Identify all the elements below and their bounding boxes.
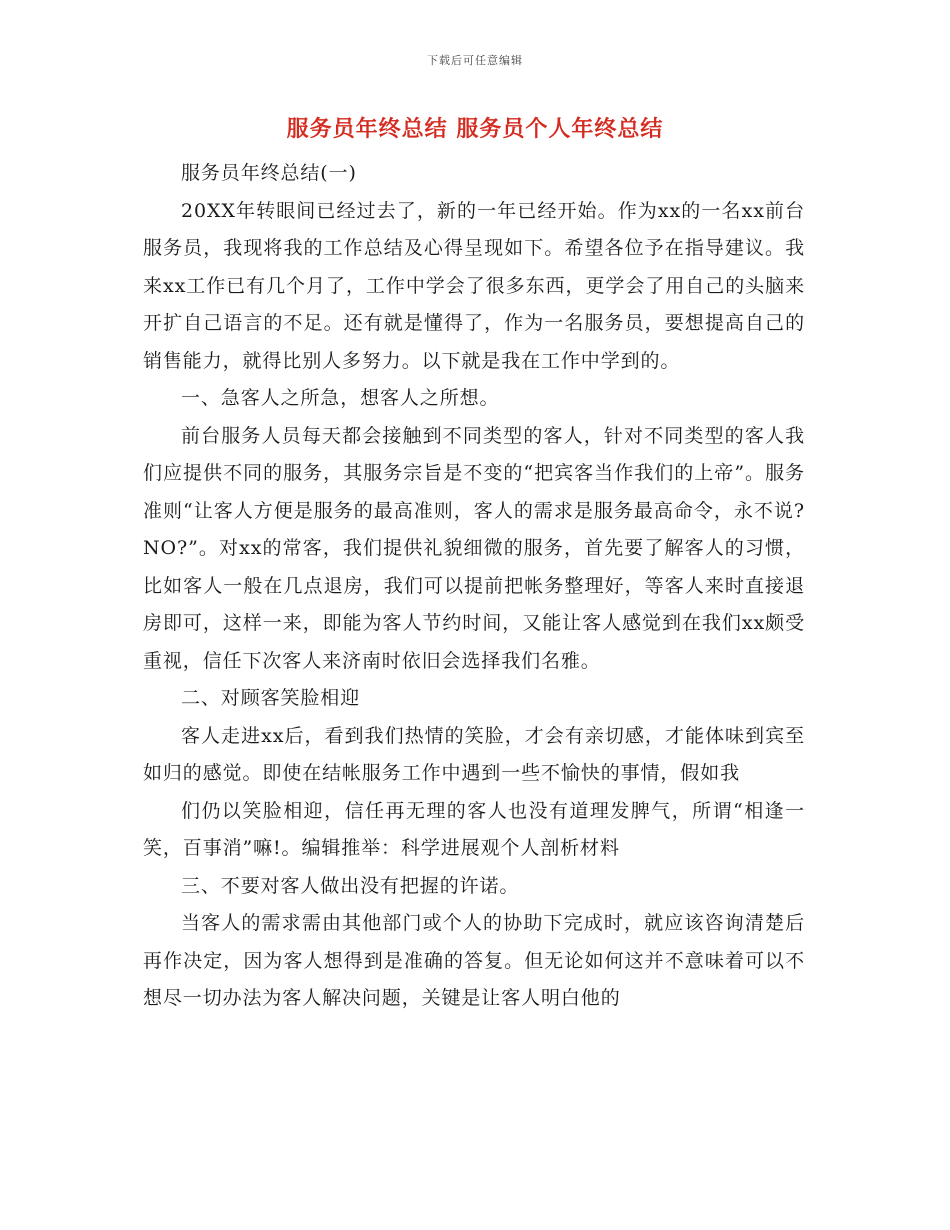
header-note: 下载后可任意编辑: [427, 54, 523, 67]
section-heading-one: 一、急客人之所急，想客人之所想。: [181, 387, 500, 409]
section-heading-three: 三、不要对客人做出没有把握的许诺。: [181, 874, 520, 897]
document-title: 服务员年终总结 服务员个人年终总结: [286, 117, 664, 142]
paragraph-promises: 当客人的需求需由其他部门或个人的协助下完成时，就应该咨询清楚后再作决定，因为客人想得到是准确的答复。但无论如何这并不意味着可以不想尽一切办法为客人解决问题，关键是让客人明白他的: [143, 912, 805, 1009]
section-heading-two: 二、对顾客笑脸相迎: [181, 687, 361, 709]
paragraph-intro: 20XX年转眼间已经过去了，新的一年已经开始。作为xx的一名xx前台服务员，我现将我的工作总结及心得呈现如下。希望各位予在指导建议。我来xx工作已有几个月了，工作中学会了很多东西，更学会了用自己的头脑来开扩自己语言的不足。还有就是懂得了，作为一名服务员，要想提高自己的销售能力，就得比别人多努力。以下就是我在工作中学到的。: [143, 199, 805, 372]
paragraph-smile-continued: 们仍以笑脸相迎，信任再无理的客人也没有道理发脾气，所谓“相逢一笑，百事消”嘛!。编辑推举：科学进展观个人剖析材料: [143, 799, 805, 859]
document-body: [143, 155, 805, 1018]
paragraph-smile: 客人走进xx后，看到我们热情的笑脸，才会有亲切感，才能体味到宾至如归的感觉。即使在结帐服务工作中遇到一些不愉快的事情，假如我: [143, 724, 805, 784]
section-heading-part-one: 服务员年终总结(一): [181, 162, 357, 184]
paragraph-service: 前台服务人员每天都会接触到不同类型的客人，针对不同类型的客人我们应提供不同的服务，其服务宗旨是不变的“把宾客当作我们的上帝”。服务准则“让客人方便是服务的最高准则，客人的需求是服务最高命令，永不说?NO?”。对xx的常客，我们提供礼貌细微的服务，首先要了解客人的习惯，比如客人一般在几点退房，我们可以提前把帐务整理好，等客人来时直接退房即可，这样一来，即能为客人节约时间，又能让客人感觉到在我们xx颇受重视，信任下次客人来济南时依旧会选择我们名雅。: [143, 424, 805, 672]
